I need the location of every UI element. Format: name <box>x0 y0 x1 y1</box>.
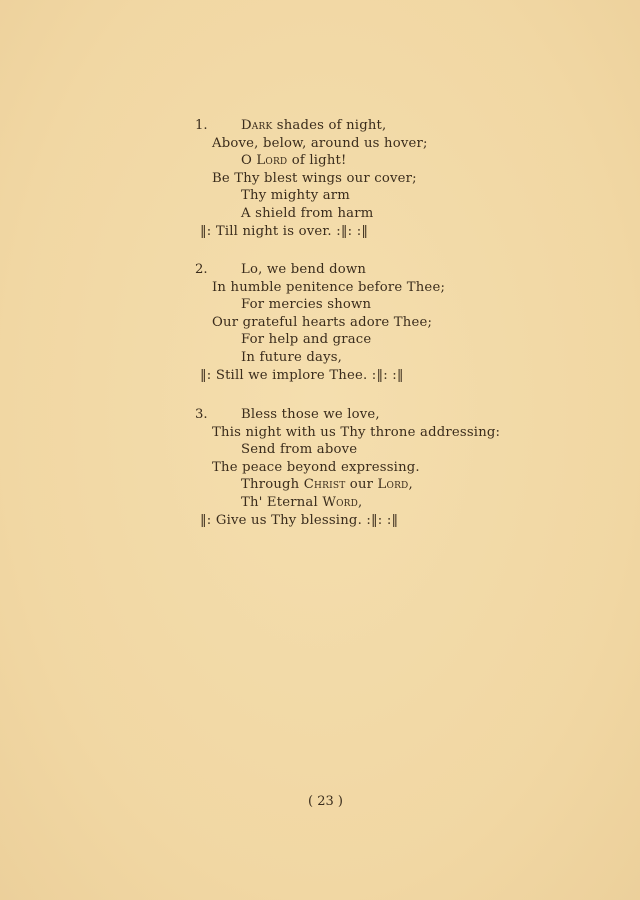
verse-text: , <box>358 495 363 510</box>
verse-text: of light! <box>287 153 347 169</box>
stanza-number: 2. <box>195 262 208 277</box>
verse-line <box>241 152 347 169</box>
verse-line <box>241 476 413 493</box>
verse-text: Lo, we bend down <box>241 262 367 277</box>
verse-line <box>212 459 420 476</box>
verse-line <box>200 223 368 240</box>
verse-line <box>200 367 404 384</box>
verse-text: Send from above <box>241 442 358 458</box>
verse-text: In future days, <box>241 350 343 365</box>
verse-text: shades of night, <box>272 118 387 133</box>
verse-text: This night with us Thy throne addressing: <box>212 424 501 440</box>
verse-line <box>241 296 371 313</box>
small-caps-word: Christ <box>303 477 346 493</box>
verse-text: In humble penitence before Thee; <box>212 279 446 295</box>
verse-text: , <box>408 477 413 493</box>
verse-line <box>241 441 357 458</box>
verse-text: A shield from harm <box>241 206 374 221</box>
verse-line <box>212 279 445 296</box>
verse-text: Thy mighty arm <box>241 188 351 204</box>
verse-line <box>241 187 350 204</box>
verse-line <box>212 314 432 331</box>
stanza-number: 3. <box>195 407 208 422</box>
verse-text: Th' Eternal <box>241 495 323 510</box>
small-caps-word: Lord <box>377 477 409 493</box>
verse-line <box>241 261 366 278</box>
verse-text: For help and grace <box>241 332 372 348</box>
verse-line <box>241 349 342 366</box>
verse-text: ‖: Till night is over. :‖: :‖ <box>200 223 369 239</box>
verse-text: Above, below, around us hover; <box>212 135 428 151</box>
verse-text: O <box>241 153 257 169</box>
verse-text: our <box>345 477 378 493</box>
verse-text: Our grateful hearts adore Thee; <box>212 314 433 330</box>
verse-text: ‖: Still we implore Thee. :‖: :‖ <box>200 367 404 383</box>
small-caps-word: Word <box>322 495 359 510</box>
verse-line <box>241 117 386 134</box>
verse-line <box>241 205 373 222</box>
verse-line <box>241 406 380 423</box>
verse-line <box>212 424 500 441</box>
verse-text: For mercies shown <box>241 297 372 313</box>
verse-text: ‖: Give us Thy blessing. :‖: :‖ <box>200 512 399 528</box>
small-caps-word: Dark <box>241 118 273 133</box>
verse-line <box>212 135 428 152</box>
stanza-number: 1. <box>195 118 208 133</box>
page-number: ( 23 ) <box>308 794 343 809</box>
small-caps-word: Lord <box>256 153 288 169</box>
verse-text: Through <box>241 477 304 493</box>
verse-line <box>200 512 398 529</box>
verse-line <box>212 170 417 187</box>
verse-line <box>241 331 371 348</box>
verse-text: Bless those we love, <box>241 407 380 422</box>
verse-line <box>241 494 362 511</box>
verse-text: Be Thy blest wings our cover; <box>212 170 417 186</box>
verse-text: The peace beyond expressing. <box>212 459 420 475</box>
